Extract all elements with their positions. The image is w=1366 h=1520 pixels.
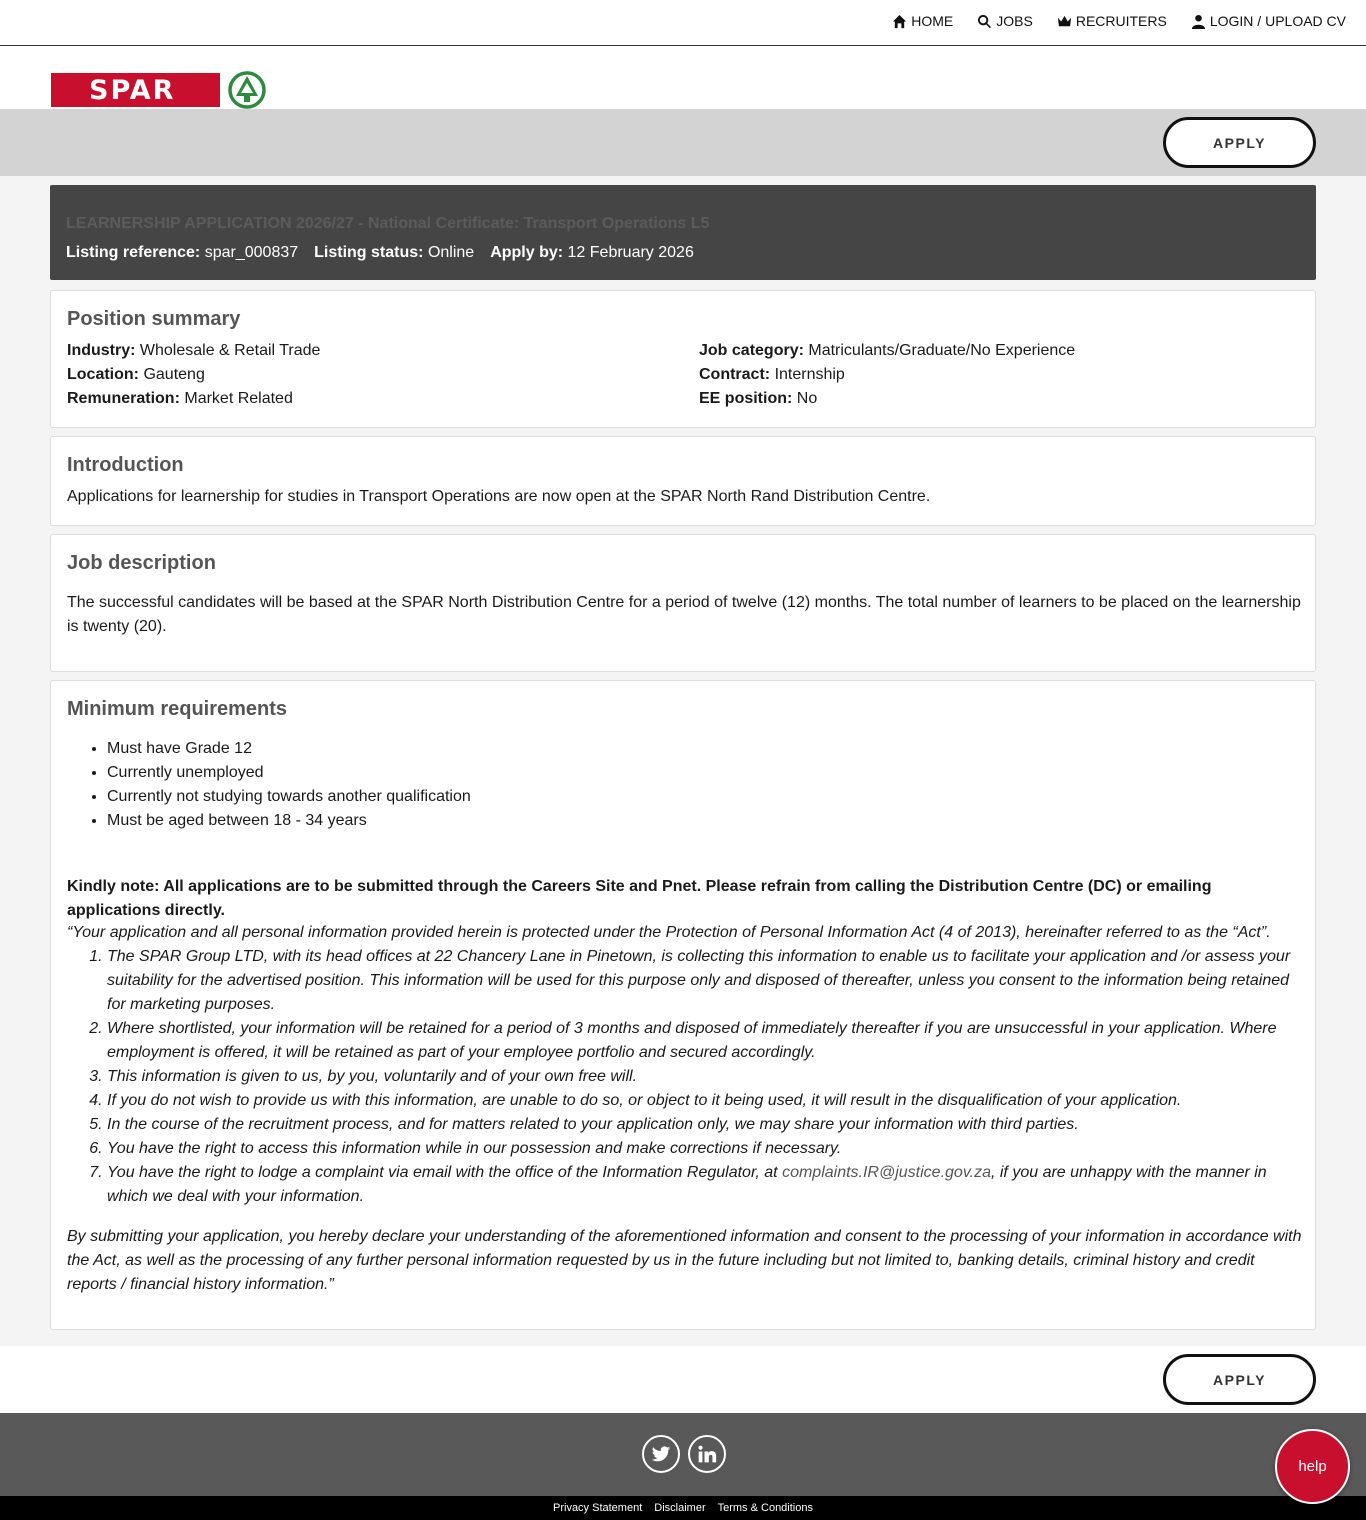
popia-item7-before: You have the right to lodge a complaint via email with the office of the Information Regulator, at — [107, 1164, 783, 1181]
listing-reference — [66, 244, 298, 262]
industry-row — [67, 339, 320, 363]
position-summary-card — [50, 290, 1316, 428]
contract-row — [699, 363, 845, 387]
popia-item7-after: , if you are unhappy with the manner in which we deal with your information. — [107, 1164, 1267, 1205]
list-item: 5. In the course of the recruitment process, and for matters related to your application only, we may share your information with third parties. — [107, 1113, 1307, 1137]
introduction-card — [50, 436, 1316, 526]
nav-menu — [892, 13, 1346, 29]
introduction-heading: Introduction — [67, 454, 184, 476]
position-summary-heading: Position summary — [67, 308, 241, 330]
logo-text: SPAR — [89, 75, 176, 106]
home-icon — [892, 14, 907, 29]
crown-icon — [1057, 14, 1072, 29]
privacy-link[interactable]: Privacy Statement — [553, 1502, 643, 1514]
remuneration-value: Market Related — [184, 390, 293, 407]
nav-login[interactable] — [1191, 13, 1346, 29]
requirements-heading: Minimum requirements — [67, 698, 288, 720]
user-icon — [1191, 14, 1206, 29]
category-row — [699, 339, 1075, 363]
ee-label: EE position: — [699, 390, 793, 407]
job-description-text: The successful candidates will be based at the SPAR North Distribution Centre for a period of twelve (12) months. The total number of learners to be placed on the learnership is twenty (20). — [67, 594, 1301, 635]
nav-recruiters-label: RECRUITERS — [1075, 13, 1167, 29]
logo-band — [0, 46, 1366, 109]
list-item: 1. The SPAR Group LTD, with its head offices at 22 Chancery Lane in Pinetown, is collecting this information to enable us to facilitate your application and /or assess your suitability for the advertised position. This information will be used for this purpose only and disposed of thereafter, unless you consent to the information being retained for marketing purposes. — [107, 945, 1307, 1017]
remuneration-label: Remuneration: — [67, 390, 180, 407]
category-value: Matriculants/Graduate/No Experience — [808, 342, 1076, 359]
ee-value: No — [796, 390, 818, 407]
popia-list — [107, 945, 1307, 1209]
apply-band-bottom — [0, 1346, 1366, 1413]
nav-home[interactable] — [892, 13, 953, 29]
job-description-card — [50, 534, 1316, 672]
industry-value: Wholesale & Retail Trade — [139, 342, 321, 359]
twitter-icon — [651, 1444, 671, 1464]
requirements-card — [50, 680, 1316, 1330]
twitter-link[interactable] — [642, 1435, 680, 1473]
listing-reference-value: spar_000837 — [204, 244, 299, 261]
location-row — [67, 363, 205, 387]
disclaimer-link[interactable]: Disclaimer — [654, 1502, 706, 1514]
list-item: • Must be aged between 18 - 34 years — [107, 809, 471, 833]
popia-intro: “Your application and all personal information provided herein is protected under the Protection of Personal Information Act (4 of 2013), hereinafter referred to as the “Act”. — [67, 924, 1271, 941]
contract-value: Internship — [774, 366, 845, 383]
introduction-text: Applications for learnership for studies in Transport Operations are now open at the SPAR North Rand Distribution Centre. — [67, 488, 931, 505]
list-item: 2. Where shortlisted, your information will be retained for a period of 3 months and disposed of immediately thereafter if you are unsuccessful in your application. Where employment is offered, it will be retained as part of your employee portfolio and secured accordingly. — [107, 1017, 1307, 1065]
spar-logo[interactable] — [51, 71, 266, 109]
listing-reference-label: Listing reference: — [66, 244, 201, 261]
legal-bar — [0, 1496, 1366, 1520]
industry-label: Industry: — [67, 342, 136, 359]
nav-jobs[interactable] — [977, 13, 1033, 29]
linkedin-icon — [697, 1444, 717, 1464]
social-links — [642, 1435, 726, 1473]
listing-apply-by-label: Apply by: — [490, 244, 564, 261]
contract-label: Contract: — [699, 366, 771, 383]
list-item: • Currently not studying towards another qualification — [107, 785, 471, 809]
ee-row — [699, 387, 817, 411]
list-item: • Must have Grade 12 — [107, 737, 471, 761]
listing-status-label: Listing status: — [314, 244, 424, 261]
listing-status-value: Online — [427, 244, 475, 261]
list-item: 3. This information is given to us, by you, voluntarily and of your own free will. — [107, 1065, 1307, 1089]
list-item: • Currently unemployed — [107, 761, 471, 785]
help-button[interactable]: help — [1275, 1429, 1350, 1504]
terms-link[interactable]: Terms & Conditions — [717, 1502, 813, 1514]
listing-apply-by-value: 12 February 2026 — [567, 244, 694, 261]
list-item — [107, 1161, 1307, 1209]
logo-wordmark — [51, 73, 220, 107]
kindly-note: Kindly note: All applications are to be submitted through the Careers Site and Pnet. Please refrain from calling the Distribution Centre (DC) or emailing applications directly. — [67, 878, 1212, 919]
listing-apply-by — [490, 244, 694, 262]
job-description-heading: Job description — [67, 552, 216, 574]
listing-title: LEARNERSHIP APPLICATION 2026/27 - National Certificate: Transport Operations L5 — [66, 215, 710, 232]
listing-header — [50, 185, 1316, 280]
nav-home-label: HOME — [911, 13, 954, 29]
apply-button-bottom[interactable]: APPLY — [1163, 1354, 1316, 1405]
nav-recruiters[interactable] — [1057, 13, 1167, 29]
remuneration-row — [67, 387, 293, 411]
list-item: 6. You have the right to access this information while in our possession and make corrections if necessary. — [107, 1137, 1307, 1161]
apply-button-top[interactable]: APPLY — [1163, 117, 1316, 168]
listing-status — [314, 244, 474, 262]
requirements-list — [107, 737, 471, 833]
declaration-text: By submitting your application, you hereby declare your understanding of the aforementioned information and consent to the processing of your information in accordance with the Act, as well as the processing of any further personal information requested by us in the future including but not limited to, banking details, criminal history and credit reports / financial history information.” — [67, 1228, 1302, 1293]
regulator-email-link[interactable]: complaints.IR@justice.gov.za — [782, 1164, 991, 1181]
category-label: Job category: — [699, 342, 804, 359]
location-label: Location: — [67, 366, 139, 383]
footer — [0, 1413, 1366, 1496]
search-icon — [977, 14, 992, 29]
location-value: Gauteng — [143, 366, 205, 383]
spar-tree-icon — [228, 71, 266, 109]
top-nav — [0, 0, 1366, 46]
nav-jobs-label: JOBS — [996, 13, 1033, 29]
list-item: 4. If you do not wish to provide us with this information, are unable to do so, or object to it being used, it will result in the disqualification of your application. — [107, 1089, 1307, 1113]
listing-meta — [66, 244, 694, 262]
nav-login-label: LOGIN / UPLOAD CV — [1209, 13, 1346, 29]
linkedin-link[interactable] — [688, 1435, 726, 1473]
apply-band-top — [0, 109, 1366, 176]
